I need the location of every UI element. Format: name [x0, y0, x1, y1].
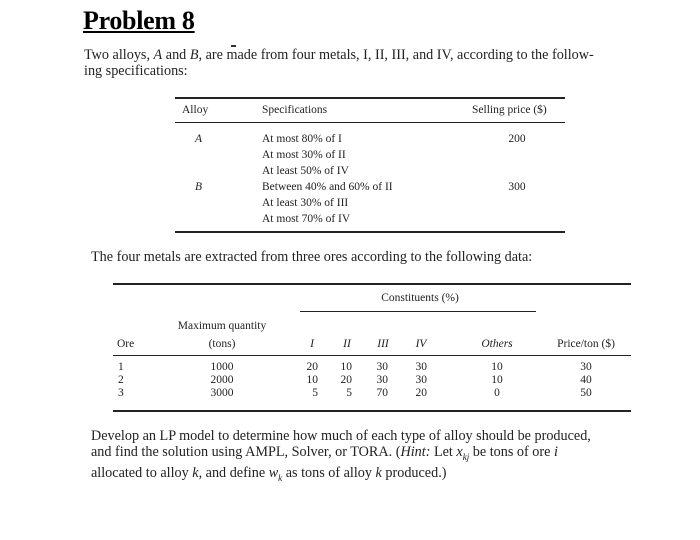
ore-cell-III: 70	[376, 387, 388, 399]
closing-paragraph: Develop an LP model to determine how much of each type of alloy should be produced, and find the solution using AMPL, Solver, or TORA. (Hint: Let $x_{kj}$ be tons of ore i allocated to alloy k, and define $w_k$ as tons of alloy k produced.)	[91, 428, 591, 483]
col-header-alloy: Alloy	[182, 104, 209, 116]
mid-text: The four metals are extracted from three ores according to the following data:	[91, 249, 533, 265]
col-header-III: III	[377, 338, 389, 350]
col-header-II: II	[343, 338, 351, 350]
intro-paragraph: Two alloys, A and B, are made from four metals, I, II, III, and IV, according to the follow- ing specifications:	[84, 47, 594, 79]
ore-cell-others: 10	[491, 374, 503, 386]
spec-item: At most 80% of I	[262, 133, 342, 145]
price-a: 200	[508, 133, 526, 145]
ore-cell-I: 5	[312, 387, 318, 399]
ore-cell-max: 2000	[210, 374, 234, 386]
ore-cell-II: 5	[346, 387, 352, 399]
ore-cell-II: 20	[340, 374, 352, 386]
col-header-max-qty-unit: (tons)	[208, 338, 236, 350]
ore-cell-I: 20	[306, 361, 318, 373]
col-header-specifications: Specifications	[262, 104, 328, 116]
ore-cell-price: 50	[580, 387, 592, 399]
ore-cell-max: 1000	[210, 361, 234, 373]
ore-cell-III: 30	[376, 361, 388, 373]
ore-cell-III: 30	[376, 374, 388, 386]
ore-cell-price: 40	[580, 374, 592, 386]
col-header-price: Price/ton ($)	[557, 338, 615, 350]
alloy-b: B	[195, 181, 203, 193]
col-header-I: I	[310, 338, 314, 350]
ore-cell-ore: 1	[118, 361, 124, 373]
ore-cell-others: 0	[494, 387, 500, 399]
col-header-IV: IV	[415, 338, 427, 350]
problem-title: Problem 8	[83, 6, 195, 35]
ore-cell-others: 10	[491, 361, 503, 373]
spec-item: At most 70% of IV	[262, 213, 351, 225]
ore-cell-price: 30	[580, 361, 592, 373]
ore-cell-IV: 20	[415, 387, 427, 399]
col-header-selling-price: Selling price ($)	[472, 104, 547, 116]
ore-cell-II: 10	[340, 361, 352, 373]
ore-cell-max: 3000	[210, 387, 234, 399]
price-b: 300	[508, 181, 526, 193]
alloy-a: A	[195, 133, 203, 145]
ore-cell-I: 10	[306, 374, 318, 386]
ore-cell-ore: 3	[118, 387, 124, 399]
col-header-max-qty: Maximum quantity	[177, 320, 267, 332]
col-header-others: Others	[481, 338, 513, 350]
ore-cell-IV: 30	[415, 361, 427, 373]
col-header-ore: Ore	[117, 338, 135, 350]
spec-item: At least 50% of IV	[262, 165, 349, 177]
spec-item: At most 30% of II	[262, 149, 346, 161]
ore-cell-ore: 2	[118, 374, 124, 386]
ore-cell-IV: 30	[415, 374, 427, 386]
spec-item: Between 40% and 60% of II	[262, 181, 393, 193]
spec-item: At least 30% of III	[262, 197, 349, 209]
constituents-header: Constituents (%)	[381, 292, 459, 304]
